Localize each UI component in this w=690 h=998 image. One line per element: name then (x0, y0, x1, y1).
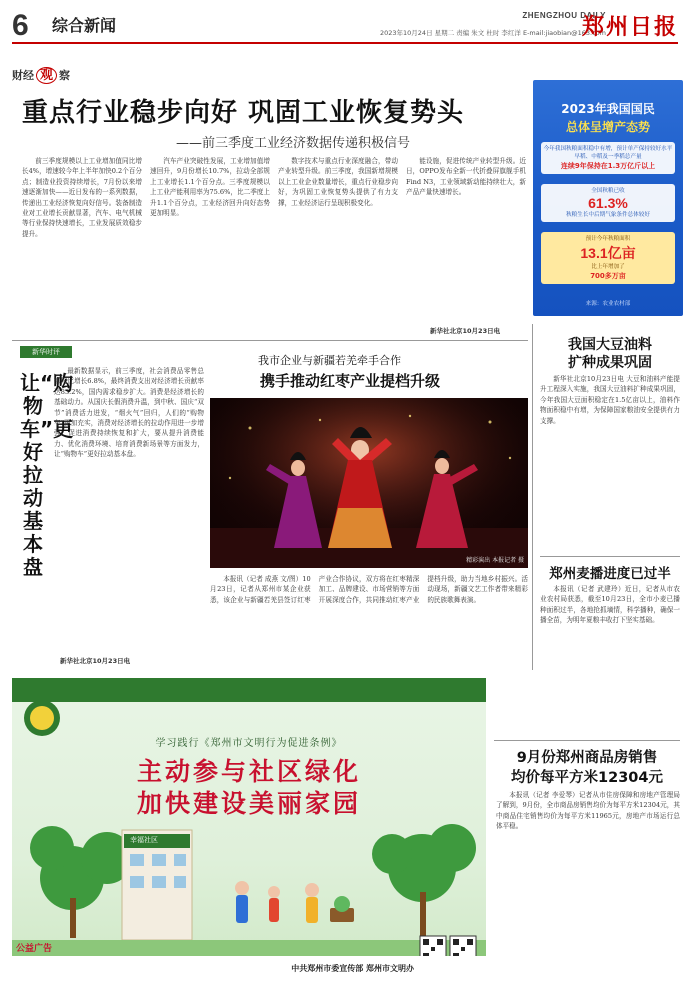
lead-col4-text: 能设施，促进传统产业转型升级。近日，OPPO发布全新一代折叠屏旗舰手机Find N3，工业领域新动能持续壮大，新产品产量快速增长。 (406, 157, 526, 197)
oil-story-text: 新华社北京10月23日电 大豆和油料产能提升工程深入实施，我国大豆油料扩种成果巩固，今年我国大豆面积稳定在1.5亿亩以上，油料作物面积稳中有增，为保障国家粮油安全提供有力支撑。 (540, 375, 680, 425)
paper-logo: 郑州日报 (581, 14, 678, 40)
left-story-byline: 新华社北京10月23日电 (60, 657, 131, 665)
lead-col2-text: 汽车产业突破性发展，工业增加值增速回升，9月份增长10.7%，拉动全部规上工业增长1.1个百分点。三季度规模以上工业产能利用率为75.6%，比二季度上升1.1个百分点，工业经济回升向好态势更加明显。 (150, 157, 270, 218)
lead-byline: 新华社北京10月23日电 (430, 327, 501, 335)
divider-rule-vertical (532, 324, 533, 670)
housing-headline-2: 均价每平方米12304元 (511, 770, 663, 786)
infographic-line-7: 比上年增加了 (591, 264, 625, 270)
housing-story-body (496, 790, 680, 976)
banner-illustration (12, 678, 486, 978)
wheat-story-body (540, 584, 680, 736)
oil-headline-1: 我国大豆油料 (568, 337, 652, 353)
lead-col1-text: 前三季度规模以上工业增加值同比增长4%，增速较今年上半年加快0.2个百分点；制造业投资持续增长，7月份以来增速逐渐加快——近日发布的一系列数据，传递出工业经济恢复向好信号。装备制造业对工业增长贡献显著，汽车、电气机械等行业保持快速增长，工业发展质效稳步提升。 (22, 157, 142, 238)
infographic-line-3: 连续9年保持在1.3万亿斤以上 (560, 162, 656, 170)
oil-story-body (540, 374, 680, 552)
infographic-big-1: 61.3% (588, 195, 628, 211)
paper-name-english: ZHENGZHOU DAILY (522, 11, 606, 20)
section-title: 综合新闻 (52, 16, 117, 35)
left-story-body (54, 366, 204, 656)
infographic-line-1: 今年我国秋粮面积稳中有增，预计单产保持较好水平 (543, 146, 673, 152)
photo-caption: 精彩演出 本报记者 摄 (466, 557, 524, 564)
divider-rule-right-1 (540, 556, 680, 557)
masthead (12, 8, 678, 44)
infographic-source: 来源：农业农村部 (585, 301, 631, 307)
banner-footer (12, 956, 486, 978)
lead-subtitle: ——前三季度工业经济数据传递积极信号 (176, 136, 411, 151)
wheat-headline: 郑州麦播进度已过半 (549, 566, 671, 582)
divider-rule-right-2 (494, 740, 680, 741)
dateline: 2023年10月24日 星期二 责编 朱文 杜时 李红洋 E-mail:jiaobian@163.com (379, 29, 606, 37)
lead-column-1 (22, 156, 142, 336)
public-service-banner (12, 678, 486, 978)
infographic-line-4: 全国秋粮已收 (591, 188, 625, 194)
banner-organizer: 中共郑州市委宣传部 郑州市文明办 (291, 964, 414, 973)
building-sign: 幸福社区 (130, 836, 158, 844)
lead-column-2 (150, 156, 270, 336)
lead-column-3 (278, 156, 398, 336)
vertical-headline: 让“购物车”更好拉动基本盘 (20, 371, 74, 579)
infographic-box-3 (541, 232, 675, 284)
column-header (12, 64, 70, 83)
divider-rule (12, 340, 528, 341)
infographic-title-1: 2023年我国国民 (561, 102, 655, 116)
infographic-line-6: 预计今年秋粮面积 (585, 236, 631, 242)
lead-column-4 (406, 156, 526, 326)
banner-kicker: 学习践行《郑州市文明行为促进条例》 (155, 738, 343, 749)
column-header-post: 察 (59, 69, 71, 82)
page-number: 6 (12, 9, 29, 42)
dancers-photo (210, 398, 528, 568)
left-story-text: 最新数据显示，前三季度，社会消费品零售总额同比增长6.8%，最终消费支出对经济增长贡献率达83.2%，国内需求稳步扩大。消费是经济增长的基础动力。从国庆长假消费升温，到中秋、国庆“双节”消费活力迸发，“烟火气”回归，人们的“购物车”更加充实，消费对经济增长的拉动作用进一步增强。促进消费持续恢复和扩大，要从提升消费能力、优化消费环境、培育消费新场景等方面发力，让“购物车”更好拉动基本盘。 (54, 367, 204, 459)
infographic-box-2 (541, 184, 675, 222)
infographic-big-2: 13.1亿亩 (580, 245, 636, 261)
infographic-big-3: 700多万亩 (590, 272, 626, 280)
lead-col3-text: 数字技术与重点行业深度融合，带动产业转型升级。前三季度，我国新增规模以上工业企业数量增长，重点行业稳步向好，为巩固工业恢复势头提供了有力支撑，工业经济运行呈现积极变化。 (278, 157, 398, 207)
oil-headline-2: 扩种成果巩固 (568, 355, 652, 371)
xinjiang-body (210, 574, 528, 670)
story-tag: 新华时评 (20, 346, 72, 358)
xinjiang-headline: 携手推动红枣产业提档升级 (260, 372, 441, 390)
wheat-story-text: 本报讯（记者 武建玲）近日，记者从市农业农村局获悉，截至10月23日，全市小麦已播种面积过半，各地抢抓墒情，科学播种，确保一播全苗，为明年夏粮丰收打下坚实基础。 (540, 585, 680, 625)
banner-title-1: 主动参与社区绿化 (136, 757, 361, 786)
dancers-illustration (210, 398, 528, 568)
lead-headline: 重点行业稳步向好 巩固工业恢复势头 (22, 98, 465, 128)
infographic-title-2: 总体呈增产态势 (565, 120, 650, 134)
banner-title-2: 加快建设美丽家园 (136, 789, 361, 818)
xinjiang-text: 本报讯（记者 成燕 文/图）10月23日，记者从郑州市某企业获悉，该企业与新疆若羌县签订红枣产业合作协议，双方将在红枣精深加工、品牌建设、市场营销等方面开展深度合作，共同推动红枣产业提档升级，助力当地乡村振兴。活动现场，新疆文艺工作者带来精彩的民族歌舞表演。 (210, 575, 528, 604)
public-ad-label: 公益广告 (16, 944, 53, 954)
infographic-box-1 (541, 142, 675, 174)
xinjiang-kicker: 我市企业与新疆若羌牵手合作 (258, 354, 401, 367)
column-header-pre: 财经 (12, 69, 34, 82)
housing-story-text: 本报讯（记者 李爱琴）记者从市住房保障和房地产管理局了解到，9月份，全市商品房销售均价为每平方米12304元，其中商品住宅销售均价为每平方米11965元，房地产市场运行总体平稳。 (496, 791, 680, 831)
infographic-line-2: 早稻、中稻及一季稻总产量 (574, 154, 642, 160)
column-header-highlight: 观 (36, 67, 57, 84)
housing-headline-1: 9月份郑州商品房销售 (516, 750, 658, 766)
harvest-infographic (533, 80, 683, 316)
infographic-line-5: 秋粮生长中后期气象条件总体较好 (566, 212, 650, 218)
